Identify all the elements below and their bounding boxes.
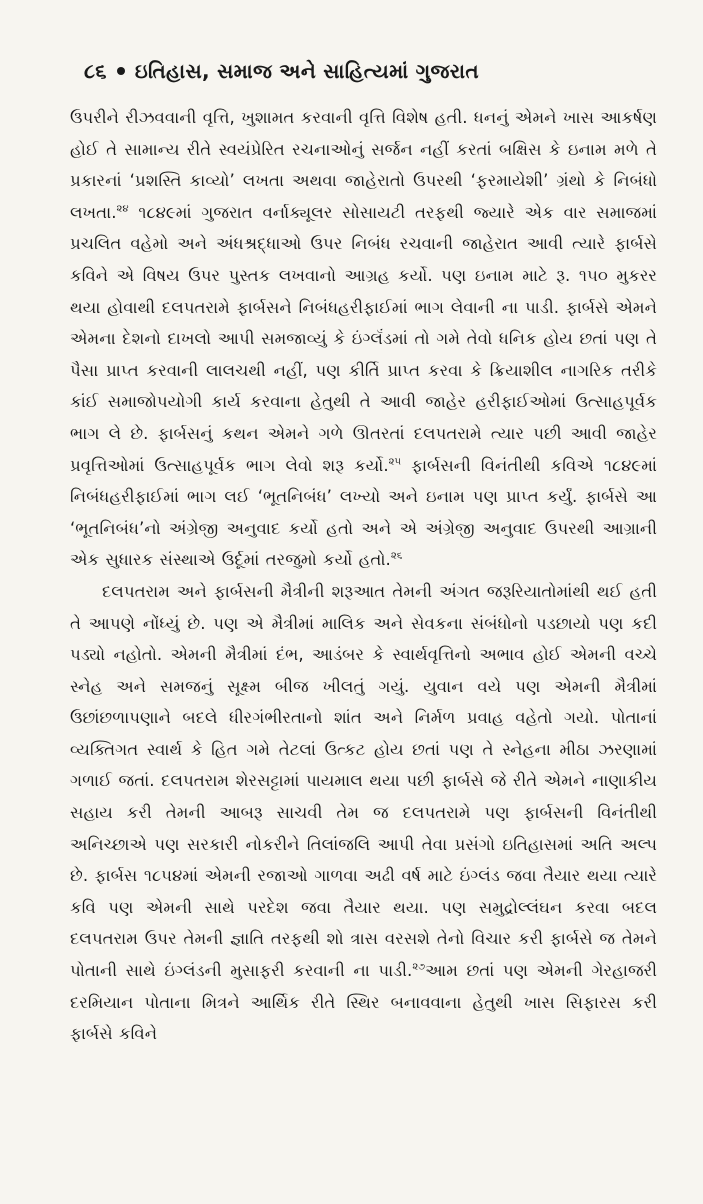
footnote-marker: ૨૫: [388, 456, 402, 467]
bullet-separator: [117, 67, 125, 75]
paragraph-1: [70, 102, 657, 576]
footnote-marker: ૨૭: [412, 961, 426, 973]
paragraph-text: ૧૮૪૯માં ગુજરાત વર્નાક્યૂલર સોસાયટી તરફથી જ્યારે એક વાર સમાજમાં પ્રચલિત વહેમો અને અંધશ્રદ્ધાઓ ઉપર નિબંધ રચવાની જાહેરાત આવી ત્યારે ફાર્બસે કવિને એ વિષય ઉપર પુસ્તક લખવાનો આગ્રહ કર્યો. પણ ઇનામ માટે રૂ. ૧૫૦ મુકરર થયા હોવાથી દલપતરામે ફાર્બસને નિબંધહરીફાઈમાં ભાગ લેવાની ના પાડી. ફાર્બસે એમને એમના દેશનો દાખલો આપી સમજાવ્યું કે ઇંગ્લૅંડમાં તો ગમે તેવો ધનિક હોય છતાં પણ તે પૈસા પ્રાપ્ત કરવાની લાલચથી નહીં, પણ કીર્તિ પ્રાપ્ત કરવા કે ક્રિયાશીલ નાગરિક તરીકે કાંઈ સમાજોપયોગી કાર્ય કરવાના હેતુથી તે આવી જાહેર હરીફાઈઓમાં ઉત્સાહપૂર્વક ભાગ લે છે. ફાર્બસનું કથન એમને ગળે ઊતરતાં દલપતરામે ત્યાર પછી આવી જાહેર પ્રવૃત્તિઓમાં ઉત્સાહપૂર્વક ભાગ લેવો શરૂ કર્યો.: [70, 202, 657, 475]
body-text: [70, 102, 657, 1050]
footnote-marker: ૨૬: [390, 550, 403, 562]
page-number: ૮૬: [84, 59, 107, 83]
paragraph-2: [70, 576, 657, 1050]
running-title: ઇતિહાસ, સમાજ અને સાહિત્યમાં ગુજરાત: [134, 59, 479, 83]
footnote-marker: ૨૪: [116, 203, 129, 215]
paragraph-text: દલપતરામ અને ફાર્બસની મૈત્રીની શરૂઆત તેમની અંગત જરૂરિયાતોમાંથી થઈ હતી તે આપણે નોંધ્યું છે. પણ એ મૈત્રીમાં માલિક અને સેવકના સંબંધોનો પડછાયો પણ કદી પડ્યો નહોતો. એમની મૈત્રીમાં દંભ, આડંબર કે સ્વાર્થવૃત્તિનો અભાવ હોઈ એમની વચ્ચે સ્નેહ અને સમજનું સૂક્ષ્મ બીજ ખીલતું ગયું. યુવાન વયે પણ એમની મૈત્રીમાં ઉછાંછળાપણાને બદલે ધીરગંભીરતાનો શાંત અને નિર્મળ પ્રવાહ વહેતો ગયો. પોતાનાં વ્યક્તિગત સ્વાર્થ કે હિત ગમે તેટલાં ઉત્કટ હોય છતાં પણ તે સ્નેહના મીઠા ઝરણામાં ગળાઈ જતાં. દલપતરામ શેરસટ્ટામાં પાયમાલ થયા પછી ફાર્બસે જે રીતે એમને નાણાકીય સહાય કરી તેમની આબરૂ સાચવી તેમ જ દલપતરામે પણ ફાર્બસની વિનંતીથી અનિચ્છાએ પણ સરકારી નોકરીને તિલાંજલિ આપી તેવા પ્રસંગો ઇતિહાસમાં અતિ અલ્પ છે. ફાર્બસ ૧૮૫૪માં એમની રજાઓ ગાળવા અઢી વર્ષ માટે ઇંગ્લંડ જવા તૈયાર થયા ત્યારે કવિ પણ એમની સાથે પરદેશ જવા તૈયાર થયા. પણ સમુદ્રોલ્લંઘન કરવા બદલ દલપતરામ ઉપર તેમની જ્ઞાતિ તરફથી શો ત્રાસ વરસશે તેનો વિચાર કરી ફાર્બસે જ તેમને પોતાની સાથે ઇંગ્લંડની મુસાફરી કરવાની ના પાડી.: [70, 581, 657, 981]
paragraph-text: ફાર્બસની વિનંતીથી કવિએ ૧૮૪૯માં નિબંધહરીફાઈમાં ભાગ લઈ ‘ભૂતનિબંધ’ લખ્યો અને ઇનામ પણ પ્રાપ્ત કર્યું. ફાર્બસે આ ‘ભૂતનિબંધ’નો અંગ્રેજી અનુવાદ કર્યો હતો અને એ અંગ્રેજી અનુવાદ ઉપરથી આગ્રાની એક સુધારક સંસ્થાએ ઉર્દૂમાં તરજુમો કર્યો હતો.: [70, 455, 657, 570]
running-head: [84, 52, 657, 90]
paragraph-text: આમ છતાં પણ એમની ગેરહાજરી દરમિયાન પોતાના મિત્રને આર્થિક રીતે સ્થિર બનાવવાના હેતુથી ખાસ સિફારસ કરી ફાર્બસે કવિને: [70, 961, 658, 1044]
paragraph-text: ઉપરીને રીઝવવાની વૃત્તિ, ખુશામત કરવાની વૃત્તિ વિશેષ હતી. ધનનું એમને ખાસ આકર્ષણ હોઈ તે સામાન્ય રીતે સ્વયંપ્રેરિત રચનાઓનું સર્જન નહીં કરતાં બક્ષિસ કે ઇનામ મળે તે પ્રકારનાં ‘પ્રશસ્તિ કાવ્યો’ લખતા અથવા જાહેરાતો ઉપરથી ‘ફરમાયેશી’ ગ્રંથો કે નિબંધો લખતા.: [70, 108, 657, 222]
